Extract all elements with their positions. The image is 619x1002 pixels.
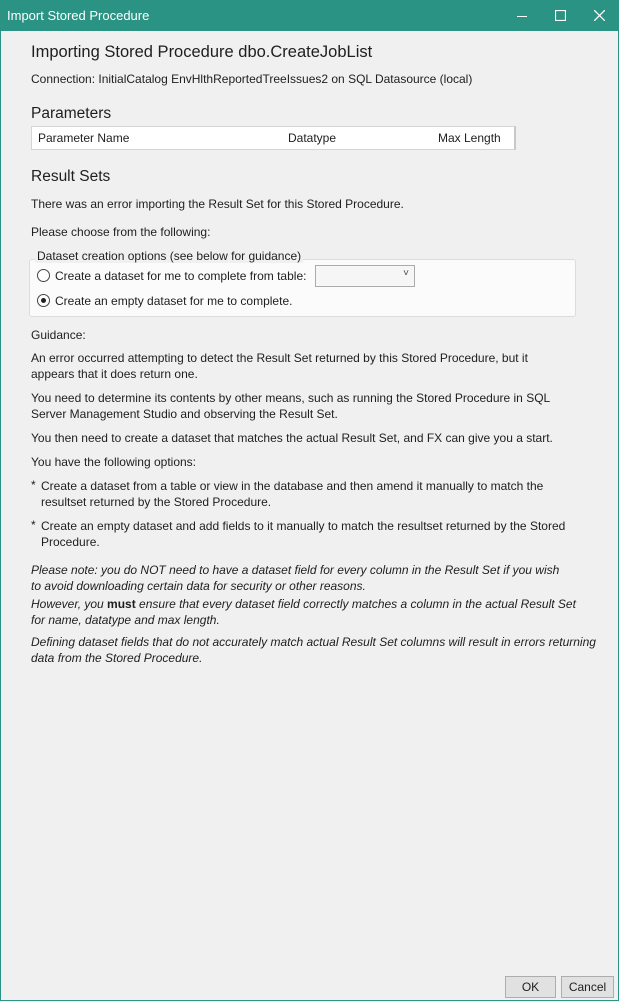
guidance-paragraph-4: You have the following options: xyxy=(31,455,197,469)
column-header-parameter-name[interactable]: Parameter Name xyxy=(38,131,130,145)
guidance-option-1: Create a dataset from a table or view in the database and then amend it manually to match the resultset returned by the Stored Procedure. xyxy=(41,479,544,509)
result-sets-heading: Result Sets xyxy=(31,168,111,185)
guidance-option-2: Create an empty dataset and add fields to it manually to match the resultset returned by the Stored Procedure. xyxy=(41,519,566,549)
bullet-marker: * xyxy=(31,518,36,532)
parameters-heading: Parameters xyxy=(31,105,112,122)
page-title: Importing Stored Procedure dbo.CreateJobList xyxy=(31,43,373,61)
bullet-marker: * xyxy=(31,478,36,492)
guidance-paragraph-3: You then need to create a dataset that matches the actual Result Set, and FX can give you a start. xyxy=(31,431,553,445)
note-emphasis: must xyxy=(107,597,136,611)
option-empty-radio[interactable] xyxy=(37,294,50,307)
option-empty-label[interactable]: Create an empty dataset for me to complete. xyxy=(55,294,293,308)
column-header-max-length[interactable]: Max Length xyxy=(438,131,501,145)
choose-text: Please choose from the following: xyxy=(31,225,211,239)
parameters-grid[interactable] xyxy=(31,126,516,150)
note-text: ensure that every dataset field correctly matches a column in the actual Result Set for name, datatype and max length. xyxy=(31,597,576,627)
minimize-button[interactable] xyxy=(502,0,542,31)
close-button[interactable] xyxy=(579,0,619,31)
option-from-table-radio[interactable] xyxy=(37,269,50,282)
title-bar[interactable] xyxy=(0,0,619,31)
note-text: However, you xyxy=(31,597,108,611)
maximize-button[interactable] xyxy=(540,0,580,31)
option-from-table-label[interactable]: Create a dataset for me to complete from table: xyxy=(55,269,307,283)
close-icon xyxy=(594,10,605,21)
ok-button[interactable]: OK xyxy=(505,976,556,998)
guidance-heading: Guidance: xyxy=(31,328,86,342)
cancel-button[interactable]: Cancel xyxy=(561,976,614,998)
connection-info: Connection: InitialCatalog EnvHlthReportedTreeIssues2 on SQL Datasource (local) xyxy=(31,72,473,86)
result-set-error-text: There was an error importing the Result Set for this Stored Procedure. xyxy=(31,197,404,211)
guidance-paragraph-1: An error occurred attempting to detect the Result Set returned by this Stored Procedure, but it appears that it does return one. xyxy=(31,351,528,381)
chevron-down-icon: ˅ xyxy=(403,268,409,279)
dataset-options-legend: Dataset creation options (see below for guidance) xyxy=(37,249,302,263)
guidance-paragraph-2: You need to determine its contents by other means, such as running the Stored Procedure in SQL Server Management Studio and observing the Result Set. xyxy=(31,391,550,421)
window-title: Import Stored Procedure xyxy=(7,8,150,23)
note-paragraph-1: Please note: you do NOT need to have a dataset field for every column in the Result Set if you wish to avoid downloading certain data for security or other reasons. xyxy=(31,563,560,593)
note-paragraph-3: Defining dataset fields that do not accurately match actual Result Set columns will result in errors returning data from the Stored Procedure. xyxy=(31,635,596,665)
note-paragraph-2 xyxy=(31,596,581,628)
minimize-icon xyxy=(517,11,527,21)
maximize-icon xyxy=(555,10,566,21)
table-select[interactable] xyxy=(315,265,415,287)
column-header-datatype[interactable]: Datatype xyxy=(288,131,337,145)
